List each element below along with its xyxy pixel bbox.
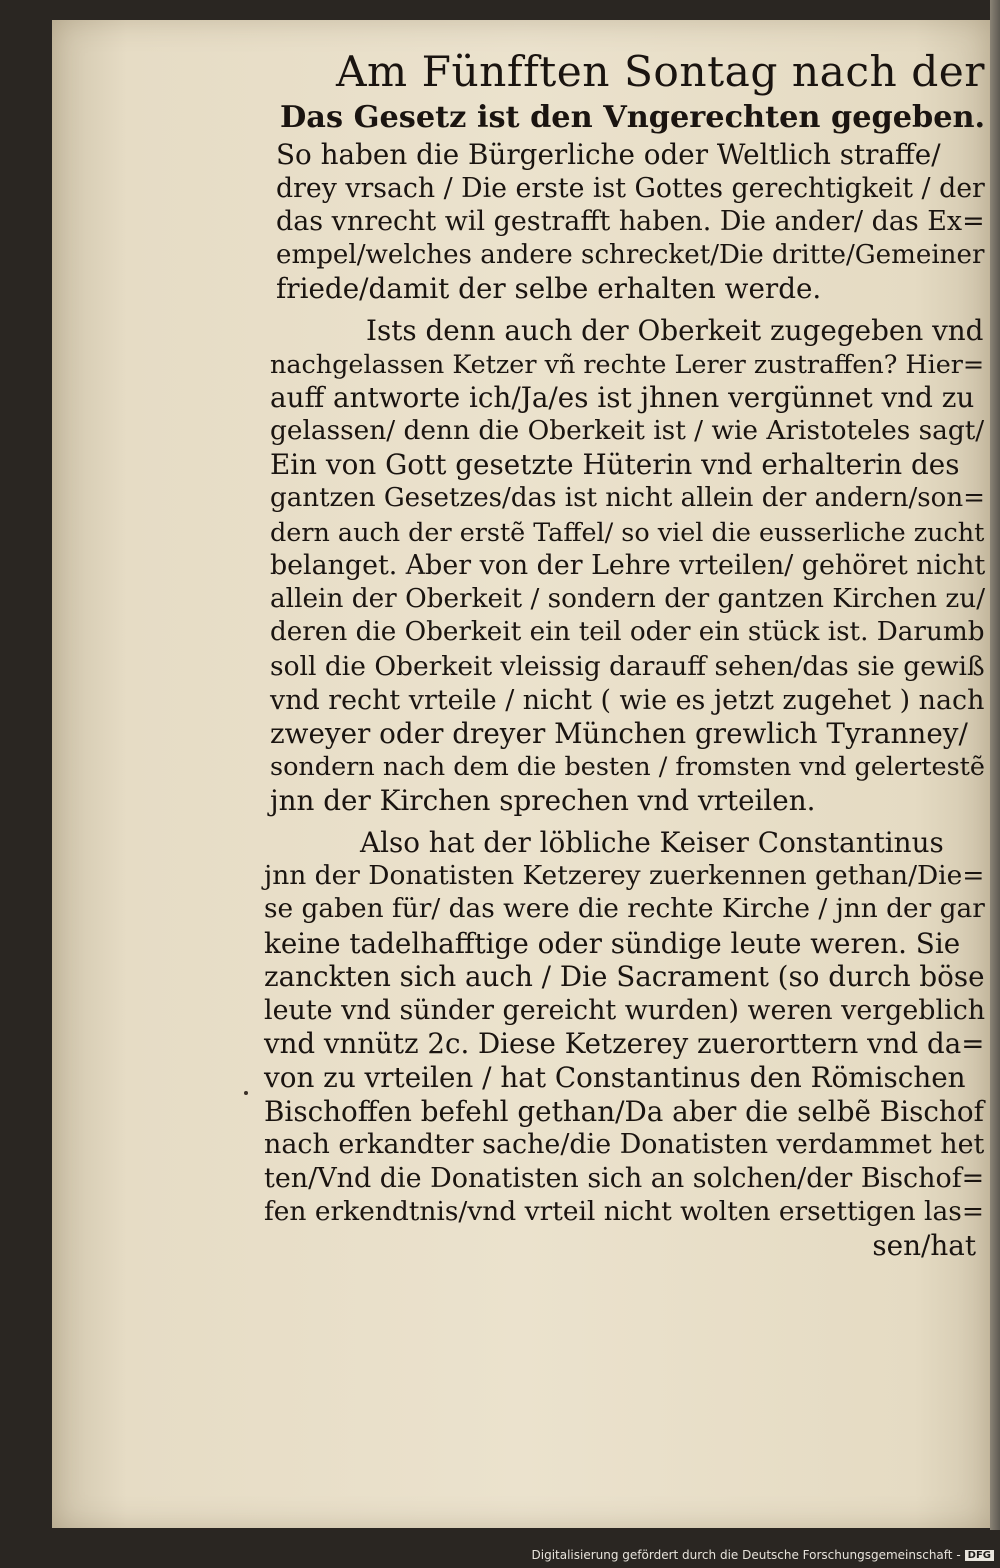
text-line: jnn der Donatisten Ketzerey zuerkennen gethan/Die= [264,860,985,892]
dfg-logo: DFG [965,1550,994,1561]
text-line: soll die Oberkeit vleissig darauff sehen/das sie gewiß [270,650,985,682]
text-line: vnd vnnütz 2c. Diese Ketzerey zuerorttern vnd da= [264,1027,985,1061]
text-line: gelassen/ denn die Oberkeit ist / wie Aristoteles sagt/ [270,415,985,446]
text-line: zanckten sich auch / Die Sacrament (so durch böse [264,960,985,994]
text-line: Ists denn auch der Oberkeit zugegeben vnd [366,313,984,347]
text-line: gantzen Gesetzes/das ist nicht allein der andern/son= [270,482,986,513]
paragraph-3 [264,826,990,1263]
text-line: fen erkendtnis/vnd vrteil nicht wolten ersettigen las= [264,1196,984,1228]
text-line: So haben die Bürgerliche oder Weltlich straffe/ [276,138,941,171]
text-line: empel/welches andere schrecket/Die dritte/Gemeiner [276,239,985,270]
text-line: belanget. Aber von der Lehre vrteilen/ gehöret nicht [270,550,986,582]
text-line: se gaben für/ das were die rechte Kirche / jnn der gar [264,894,985,925]
text-line: dern auch der erstẽ Taffel/ so viel die eusserliche zucht [270,516,985,547]
text-line: von zu vrteilen / hat Constantinus den Römischen [264,1061,966,1095]
text-line: sondern nach dem die besten / fromsten vnd gelertestẽ [270,751,985,782]
text-line: keine tadelhafftige oder sündige leute weren. Sie [264,926,961,960]
text-line: deren die Oberkeit ein teil oder ein stück ist. Darumb [270,617,985,648]
running-heading: Am Fünfften Sontag nach der [336,47,986,96]
page-text [218,46,990,1263]
catchword: sen/hat [872,1229,976,1262]
text-line: nach erkandter sache/die Donatisten verdammet het [264,1129,985,1161]
section-heading: Das Gesetz ist den Vngerechten gegeben. [280,100,986,135]
text-line: nachgelassen Ketzer vñ rechte Lerer zustraffen? Hier= [270,348,985,379]
footer-text: Digitalisierung gefördert durch die Deutsche Forschungsgemeinschaft - [531,1548,961,1562]
text-line: drey vrsach / Die erste ist Gottes gerechtigkeit / der [276,172,985,204]
digitization-footer [0,1548,994,1562]
text-line: das vnrecht wil gestrafft haben. Die ander/ das Ex= [276,206,985,238]
text-line: auff antworte ich/Ja/es ist jhnen vergünnet vnd zu [270,381,975,415]
text-line: allein der Oberkeit / sondern der gantzen Kirchen zu/ [270,583,986,614]
paragraph-2 [270,314,990,818]
text-line: vnd recht vrteile / nicht ( wie es jetzt zugehet ) nach [270,684,985,716]
text-line: leute vnd sünder gereicht wurden) weren vergeblich [264,994,986,1026]
text-line: Also hat der löbliche Keiser Constantinus [360,825,944,859]
text-line: jnn der Kirchen sprechen vnd vrteilen. [270,784,816,818]
text-line: friede/damit der selbe erhalten werde. [276,272,822,306]
text-line: ten/Vnd die Donatisten sich an solchen/der Bischof= [264,1162,985,1194]
paragraph-1 [276,138,990,306]
text-line: zweyer oder dreyer München grewlich Tyranney/ [270,717,968,751]
page-edge [990,0,1000,1530]
text-line: Ein von Gott gesetzte Hüterin vnd erhalterin des [270,448,960,482]
text-line: Bischoffen befehl gethan/Da aber die selbẽ Bischof [264,1094,984,1128]
